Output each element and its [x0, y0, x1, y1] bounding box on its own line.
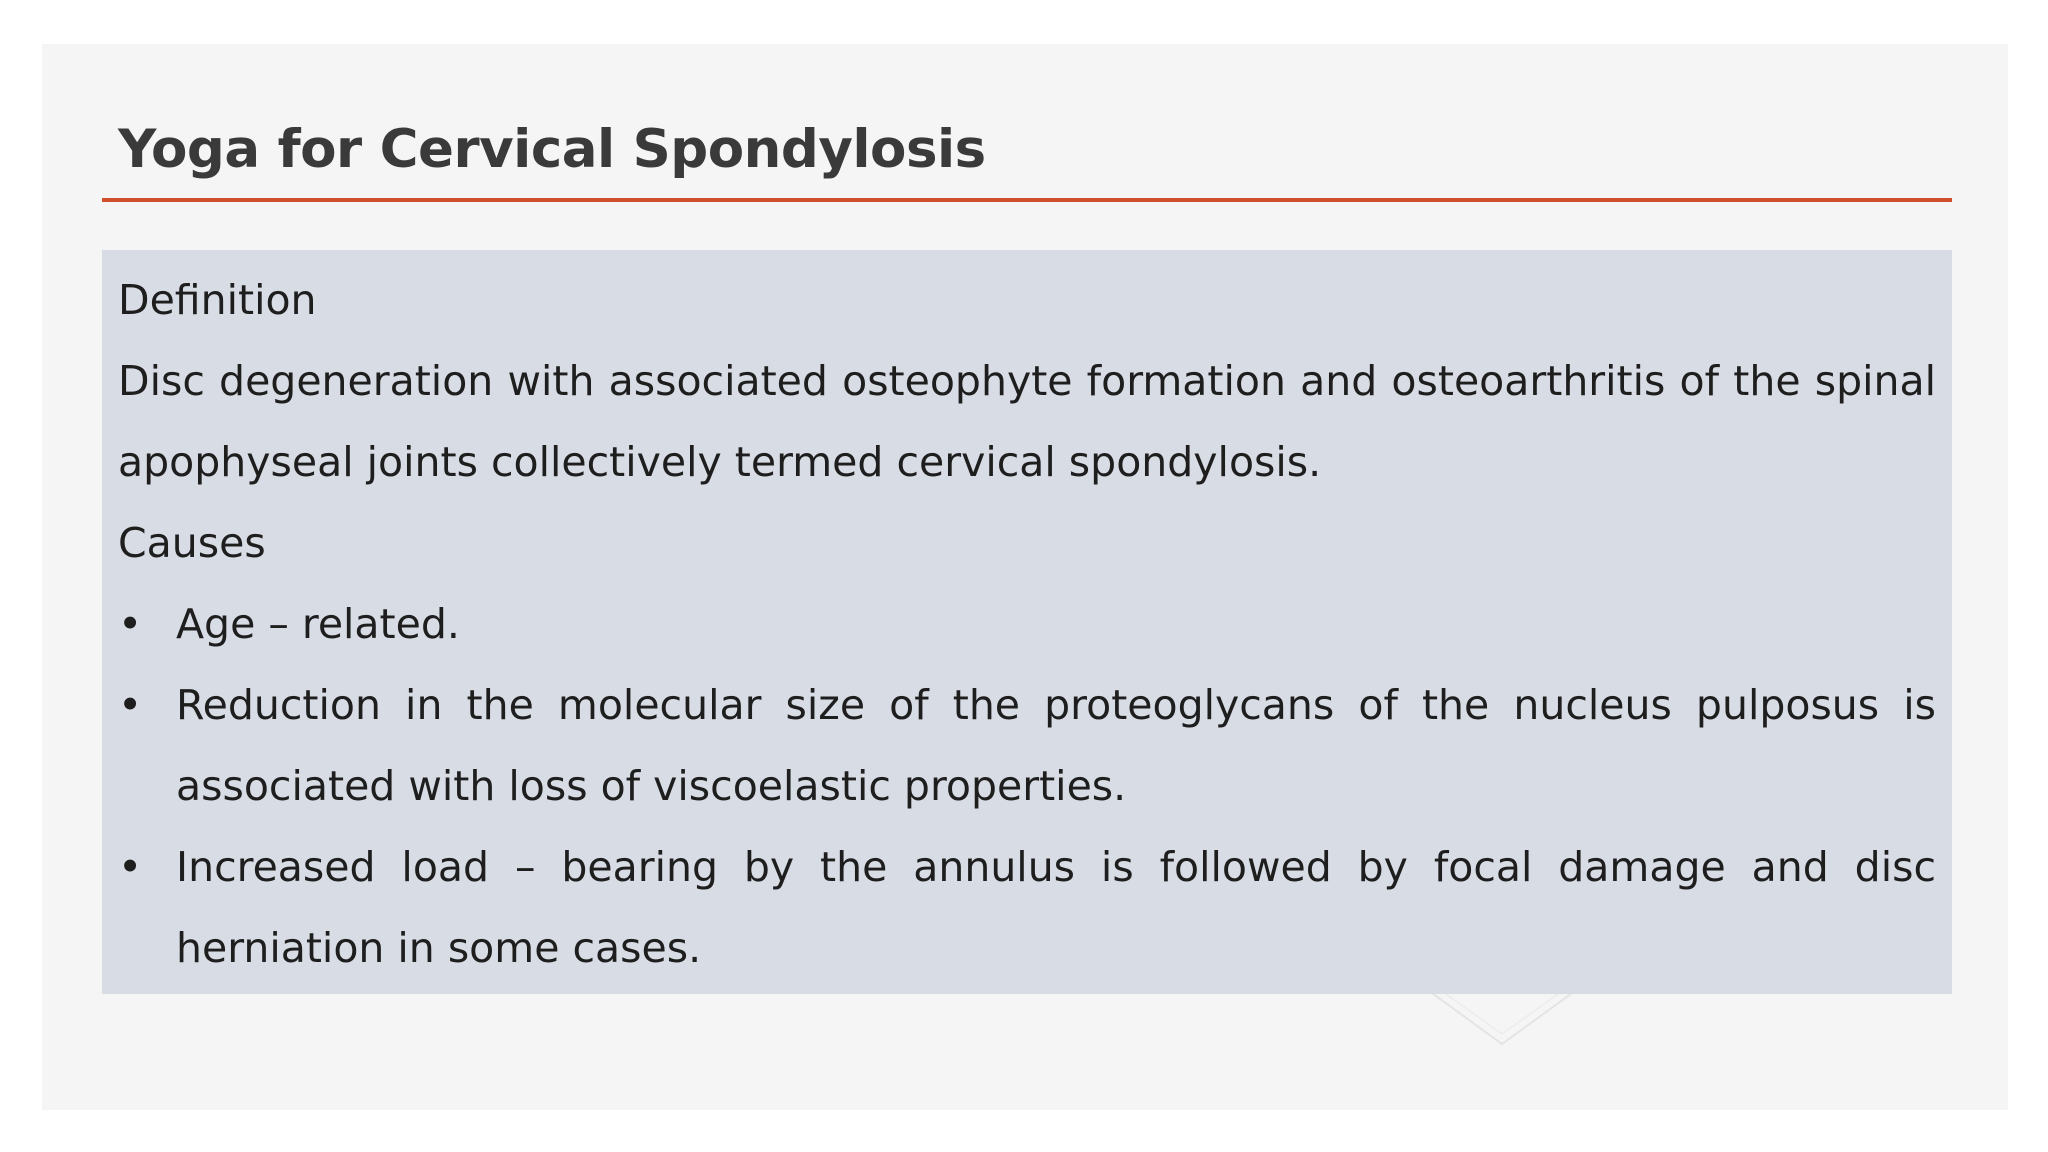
- bullet-icon: •: [118, 600, 143, 648]
- list-item: [118, 665, 1936, 827]
- list-item: [118, 827, 1936, 989]
- title-underline: [102, 198, 1952, 202]
- definition-heading: Definition: [118, 276, 317, 324]
- slide-title: Yoga for Cervical Spondylosis: [118, 119, 986, 180]
- bullet-icon: •: [118, 681, 143, 729]
- cause-text: Reduction in the molecular size of the proteoglycans of the nucleus pulposus is associated with loss of viscoelastic properties.: [176, 681, 1936, 810]
- causes-list: [118, 584, 1936, 989]
- slide: [42, 44, 2008, 1110]
- causes-heading: Causes: [118, 519, 266, 567]
- content-box: [102, 250, 1952, 994]
- definition-text: Disc degeneration with associated osteophyte formation and osteoarthritis of the spinal apophyseal joints collectively termed cervical spondylosis.: [118, 357, 1936, 486]
- cause-text: Increased load – bearing by the annulus is followed by focal damage and disc herniation in some cases.: [176, 843, 1936, 972]
- bullet-icon: •: [118, 843, 143, 891]
- cause-text: Age – related.: [176, 600, 460, 648]
- list-item: [118, 584, 1936, 665]
